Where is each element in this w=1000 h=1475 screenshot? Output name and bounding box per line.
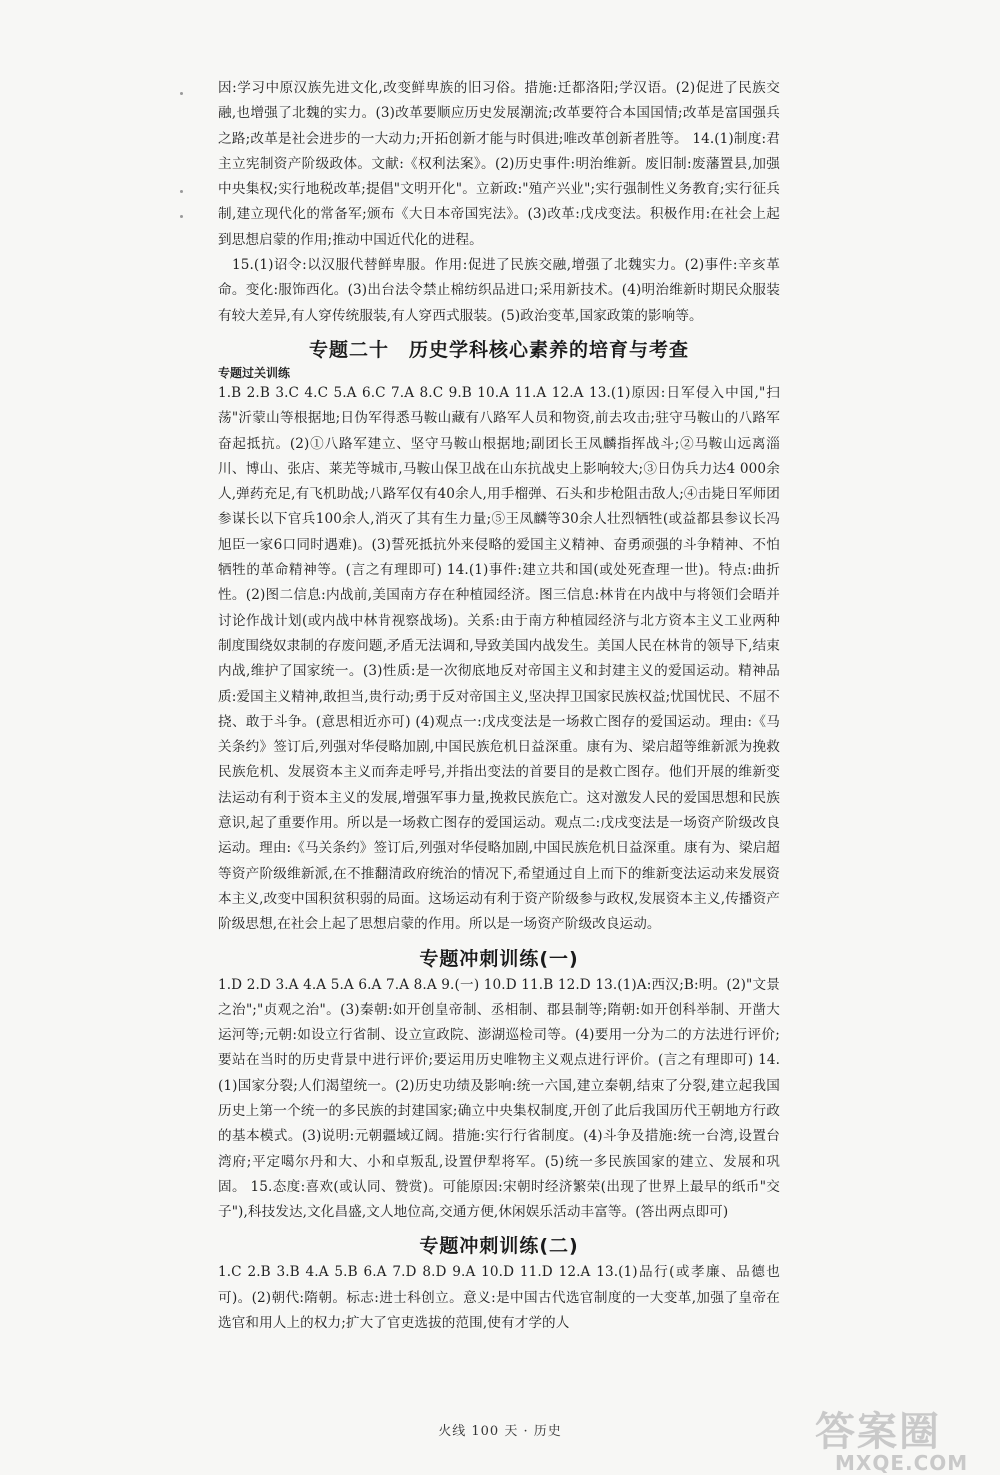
section-title-sprint-1: 专题冲刺训练(一) [419, 947, 579, 970]
answer-page [218, 76, 780, 1336]
watermark-logo [815, 1400, 990, 1475]
section-20-answers: 1.B 2.B 3.C 4.C 5.A 6.C 7.A 8.C 9.B 10.A 11.A 12.A 13.(1)原因:日军侵入中国,"扫荡"沂蒙山等根据地;日伪军得悉马鞍山藏有八路军人员和物资,前去攻击;驻守马鞍山的八路军奋起抵抗。(2)①八路军建立、坚守马鞍山根据地;副团长王凤麟指挥战斗;②马鞍山远离淄川、博山、张店、莱芜等城市,马鞍山保卫战在山东抗战史上影响较大;③日伪兵力达4 000余人,弹药充足,有飞机助战;八路军仅有40余人,用手榴弹、石头和步枪阻击敌人;④击毙日军师团参谋长以下官兵100余人,消灭了其有生力量;⑤王凤麟等30余人壮烈牺牲(或益都县参议长冯旭臣一家6口同时遇难)。(3)誓死抵抗外来侵略的爱国主义精神、奋勇顽强的斗争精神、不怕牺牲的革命精神等。(言之有理即可) 14.(1)事件:建立共和国(或处死查理一世)。特点:曲折性。(2)图二信息:内战前,美国南方存在种植园经济。图三信息:林肯在内战中与将领们会晤并讨论作战计划(或内战中林肯视察战场)。关系:由于南方种植园经济与北方资本主义工业两种制度围绕奴隶制的存废问题,矛盾无法调和,导致美国内战发生。美国人民在林肯的领导下,结束内战,维护了国家统一。(3)性质:是一次彻底地反对帝国主义和封建主义的爱国运动。精神品质:爱国主义精神,敢担当,贵行动;勇于反对帝国主义,坚决捍卫国家民族权益;忧国忧民、不屈不挠、敢于斗争。(意思相近亦可) (4)观点一:戊戌变法是一场救亡图存的爱国运动。理由:《马关条约》签订后,列强对华侵略加剧,中国民族危机日益深重。康有为、梁启超等维新派为挽救民族危机、发展资本主义而奔走呼号,并指出变法的首要目的是救亡图存。他们开展的维新变法运动有利于资本主义的发展,增强军事力量,挽救民族危亡。这对激发人民的爱国思想和民族意识,起了重要作用。所以是一场救亡图存的爱国运动。观点二:戊戌变法是一场资产阶级改良运动。理由:《马关条约》签订后,列强对华侵略加剧,中国民族危机日益深重。康有为、梁启超等资产阶级维新派,在不推翻清政府统治的情况下,希望通过自上而下的维新变法运动来发展资本主义,改变中国积贫积弱的局面。这场运动有利于资产阶级参与政权,发展资本主义,传播资产阶级思想,在社会上起了思想启蒙的作用。所以是一场资产阶级改良运动。 [218, 384, 780, 933]
answer-paragraph-top-2: 15.(1)诏令:以汉服代替鲜卑服。作用:促进了民族交融,增强了北魏实力。(2)事件:辛亥革命。变化:服饰西化。(3)出台法令禁止棉纺织品进口;采用新技术。(4)明治维新时期民众服装有较大差异,有人穿传统服装,有人穿西式服装。(5)政治变革,国家政策的影响等。 [218, 257, 780, 324]
answer-paragraph-top-1: 因:学习中原汉族先进文化,改变鲜卑族的旧习俗。措施:迁都洛阳;学汉语。(2)促进了民族交融,也增强了北魏的实力。(3)改革要顺应历史发展潮流;改革要符合本国国情;改革是富国强兵之路;改革是社会进步的一大动力;开拓创新才能与时俱进;唯改革创新者胜等。 14.(1)制度:君主立宪制资产阶级政体。文献:《权利法案》。(2)历史事件:明治维新。废旧制:废藩置县,加强中央集权;实行地税改革;提倡"文明开化"。立新政:"殖产兴业";实行强制性义务教育;实行征兵制,建立现代化的常备军;颁布《大日本帝国宪法》。(3)改革:戊戌变法。积极作用:在社会上起到思想启蒙的作用;推动中国近代化的进程。 [218, 80, 780, 248]
page-footer: 火线 100 天 · 历史 [438, 1424, 562, 1439]
margin-mark [180, 92, 183, 95]
margin-mark [180, 190, 183, 193]
watermark-main: 答案圈 [815, 1409, 941, 1455]
margin-mark [180, 215, 183, 218]
sprint-1-answers: 1.D 2.D 3.A 4.A 5.A 6.A 7.A 8.A 9.(一) 10.D 11.B 12.D 13.(1)A:西汉;B:明。(2)"文景之治";"贞观之治"。(3)秦朝:如开创皇帝制、丞相制、郡县制等;隋朝:如开创科举制、开凿大运河等;元朝:如设立行省制、设立宣政院、澎湖巡检司等。(4)要用一分为二的方法进行评价;要站在当时的历史背景中进行评价;要运用历史唯物主义观点进行评价。(言之有理即可) 14.(1)国家分裂;人们渴望统一。(2)历史功绩及影响:统一六国,建立秦朝,结束了分裂,建立起我国历史上第一个统一的多民族的封建国家;确立中央集权制度,开创了此后我国历代王朝地方行政的基本模式。(3)说明:元朝疆域辽阔。措施:实行行省制度。(4)斗争及措施:统一台湾,设置台湾府;平定噶尔丹和大、小和卓叛乱,设置伊犁将军。(5)统一多民族国家的建立、发展和巩固。 15.态度:喜欢(或认同、赞赏)。可能原因:宋朝时经济繁荣(出现了世界上最早的纸币"交子"),科技发达,文化昌盛,文人地位高,交通方便,休闲娱乐活动丰富等。(答出两点即可) [218, 976, 780, 1221]
section-title-20: 专题二十 历史学科核心素养的培育与考查 [308, 338, 689, 361]
sprint-2-answers: 1.C 2.B 3.B 4.A 5.B 6.A 7.D 8.D 9.A 10.D 11.D 12.A 13.(1)品行(或孝廉、品德也可)。(2)朝代:隋朝。标志:进士科创立。意义:是中国古代选官制度的一大变革,加强了皇帝在选官和用人上的权力;扩大了官吏选拔的范围,使有才学的人 [218, 1264, 780, 1332]
watermark-sub: MXQE.COM [835, 1451, 969, 1475]
section-sub-label: 专题过关训练 [218, 365, 291, 380]
section-title-sprint-2: 专题冲刺训练(二) [419, 1235, 579, 1258]
